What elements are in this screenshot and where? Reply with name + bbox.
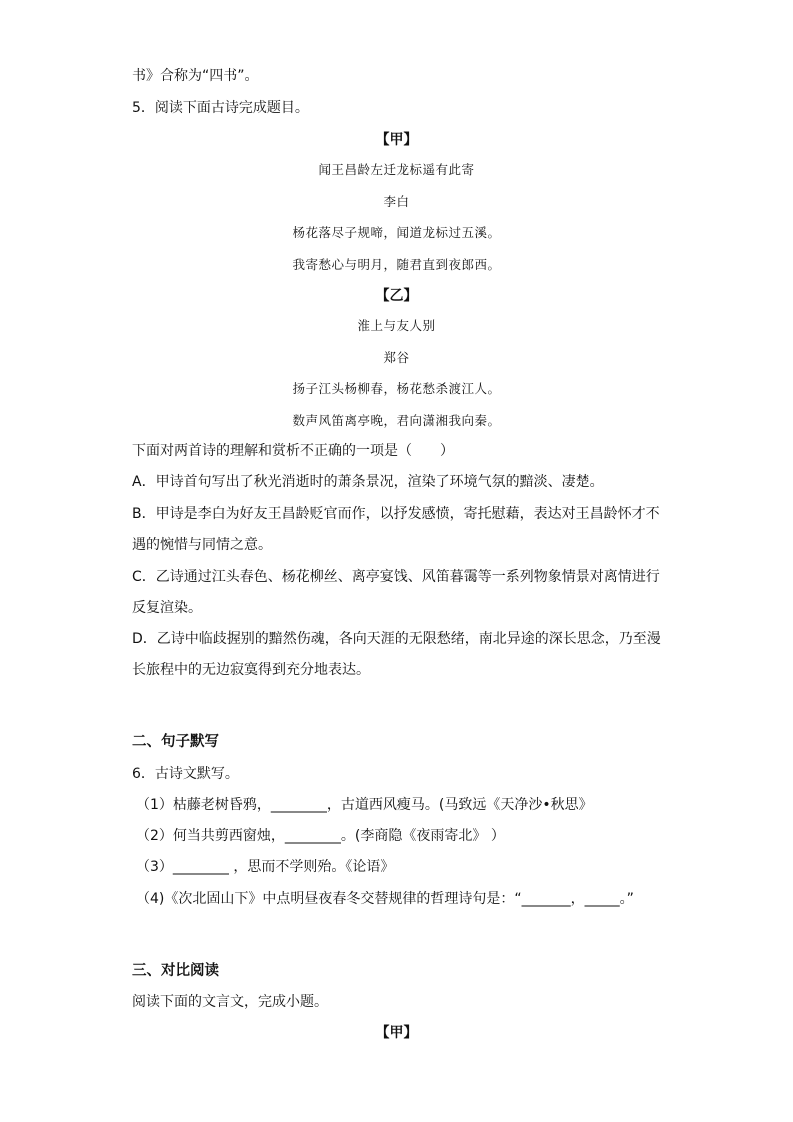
option-b-line2: 遇的惋惜与同情之意。 <box>132 537 272 553</box>
option-d-line1: D．乙诗中临歧握别的黯然伤魂，各向天涯的无限愁绪，南北异途的深长思念，乃至漫 <box>132 631 661 647</box>
poem-b-marker: 【乙】 <box>375 288 418 304</box>
poem-b-line2: 数声风笛离亭晚，君向潇湘我向秦。 <box>292 413 501 428</box>
section3-intro: 阅读下面的文言文，完成小题。 <box>132 994 328 1010</box>
section2-heading: 二、句子默写 <box>132 734 219 750</box>
option-c-line1: C．乙诗通过江头春色、杨花柳丝、离亭宴饯、风笛暮霭等一系列物象情景对离情进行 <box>132 569 660 585</box>
q5-question: 下面对两首诗的理解和赏析不正确的一项是（ ） <box>132 443 454 459</box>
poem-b-title: 淮上与友人别 <box>357 318 436 333</box>
q6-item4: （4)《次北固山下》中点明昼夜春冬交替规律的哲理诗句是：“_______，_____。” <box>136 891 634 907</box>
q6-item3: （3）________ ，思而不学则殆。《论语》 <box>136 859 395 875</box>
section3-heading: 三、对比阅读 <box>132 963 219 979</box>
q6-item1: （1）枯藤老树昏鸦，________，古道西风瘦马。(马致远《天净沙•秋思》 <box>136 797 593 813</box>
option-a: A．甲诗首句写出了秋光消逝时的萧条景况，渲染了环境气氛的黯淡、凄楚。 <box>132 474 604 490</box>
option-c-line2: 反复渲染。 <box>132 600 202 616</box>
poem-a-title: 闻王昌龄左迁龙标遥有此寄 <box>318 162 475 177</box>
option-b-line1: B．甲诗是李白为好友王昌龄贬官而作，以抒发感愤，寄托慰藉，表达对王昌龄怀才不 <box>132 506 660 522</box>
q6-stem: 6．古诗文默写。 <box>132 766 239 782</box>
top-fragment: 书》合称为“四书”。 <box>132 68 259 84</box>
poem-a-author: 李白 <box>383 194 410 209</box>
poem-a-marker: 【甲】 <box>375 132 418 148</box>
q6-item2: （2）何当共剪西窗烛，________。(李商隐《夜雨寄北》 ） <box>136 828 505 844</box>
poem-a-line1: 杨花落尽子规啼，闻道龙标过五溪。 <box>292 225 501 240</box>
poem-b-author: 郑谷 <box>383 350 410 365</box>
section3-marker: 【甲】 <box>375 1025 418 1041</box>
poem-a-line2: 我寄愁心与明月，随君直到夜郎西。 <box>292 257 501 272</box>
option-d-line2: 长旅程中的无边寂寞得到充分地表达。 <box>132 662 370 678</box>
q5-stem: 5．阅读下面古诗完成题目。 <box>132 100 309 116</box>
poem-b-line1: 扬子江头杨柳春，杨花愁杀渡江人。 <box>292 381 501 396</box>
